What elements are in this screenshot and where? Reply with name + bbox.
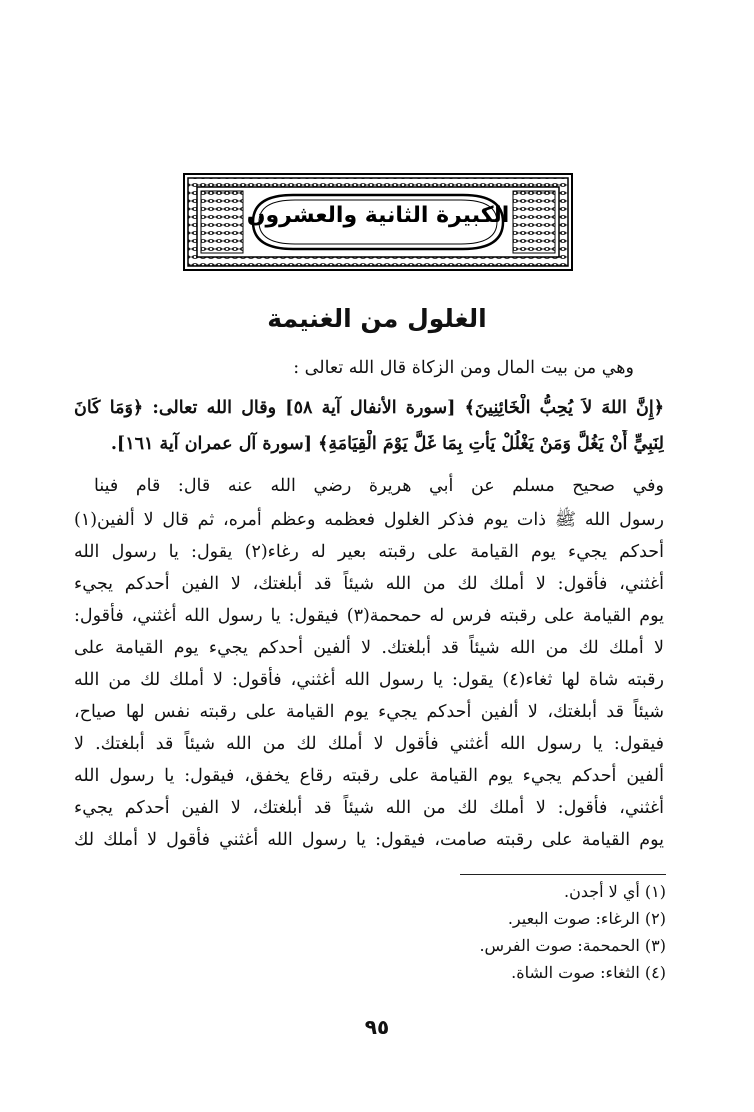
text-line: يوم القيامة على رقبته صامت، فيقول: يا رسول الله أغثني فأقول لا أملك لك [74,830,664,850]
page-number: ٩٥ [364,1015,390,1039]
footnote: (١) أي لا أجدن. [563,882,666,901]
footnote: (٤) الثغاء: صوت الشاة. [511,963,666,982]
footnote: (٢) الرغاء: صوت البعير. [507,909,666,928]
text-line: وهي من بيت المال ومن الزكاة قال الله تعالى : [293,358,634,378]
text-line: أغثني، فأقول: لا أملك لك من الله شيئاً قد أبلغتك، لا الفين أحدكم يجيء [74,798,664,818]
chapter-title-frame [183,173,573,271]
chapter-title: الكبيرة الثانية والعشرون [246,203,510,228]
text-line: وفي صحيح مسلم عن أبي هريرة رضي الله عنه قال: قام فينا [94,476,664,496]
section-heading: الغلول من الغنيمة [267,304,487,333]
text-line: لا أملك لك من الله شيئاً قد أبلغتك. لا ألفين أحدكم يجيء يوم القيامة على [74,638,664,658]
text-line: رقبته شاة لها ثغاء(٤) يقول: يا رسول الله أغثني، فأقول: لا أملك لك من الله [74,670,664,690]
text-line: ﴿إِنَّ اللهَ لاَ يُحِبُّ الْخَائِنِينَ﴾ [سورة الأنفال آية ٥٨] وقال الله تعالى: ﴿وَمَا كَانَ [74,398,664,418]
footnote: (٣) الحمحمة: صوت الفرس. [479,936,666,955]
text-line: لِنَبِيٍّ أَنْ يَغُلَّ وَمَنْ يَغْلُلْ يَأْتِ بِمَا غَلَّ يَوْمَ الْقِيَامَةِ﴾ [سورة آل عمران آية ١٦١]. [110,434,664,454]
text-line: أغثني، فأقول: لا أملك لك من الله شيئاً قد أبلغتك، لا الفين أحدكم يجيء [74,574,664,594]
text-line: شيئاً قد أبلغتك، لا ألفين أحدكم يجيء يوم القيامة على رقبته نفس لها صياح، [74,702,664,722]
text-line: أحدكم يجيء يوم القيامة على رقبته بعير له رغاء(٢) يقول: يا رسول الله [74,542,664,562]
text-line: يوم القيامة على رقبته فرس له حمحمة(٣) فيقول: يا رسول الله أغثني، فأقول: [74,606,664,626]
footnote-separator [460,874,666,875]
text-line: رسول الله ﷺ ذات يوم فذكر الغلول فعظمه وعظم أمره، ثم قال لا ألفين(١) [74,510,664,530]
text-line: فيقول: يا رسول الله أغثني فأقول لا أملك لك من الله شيئاً قد أبلغتك. لا [74,734,664,754]
text-line: ألفين أحدكم يجيء يوم القيامة على رقبته رقاع يخفق، فيقول: يا رسول الله [74,766,664,786]
